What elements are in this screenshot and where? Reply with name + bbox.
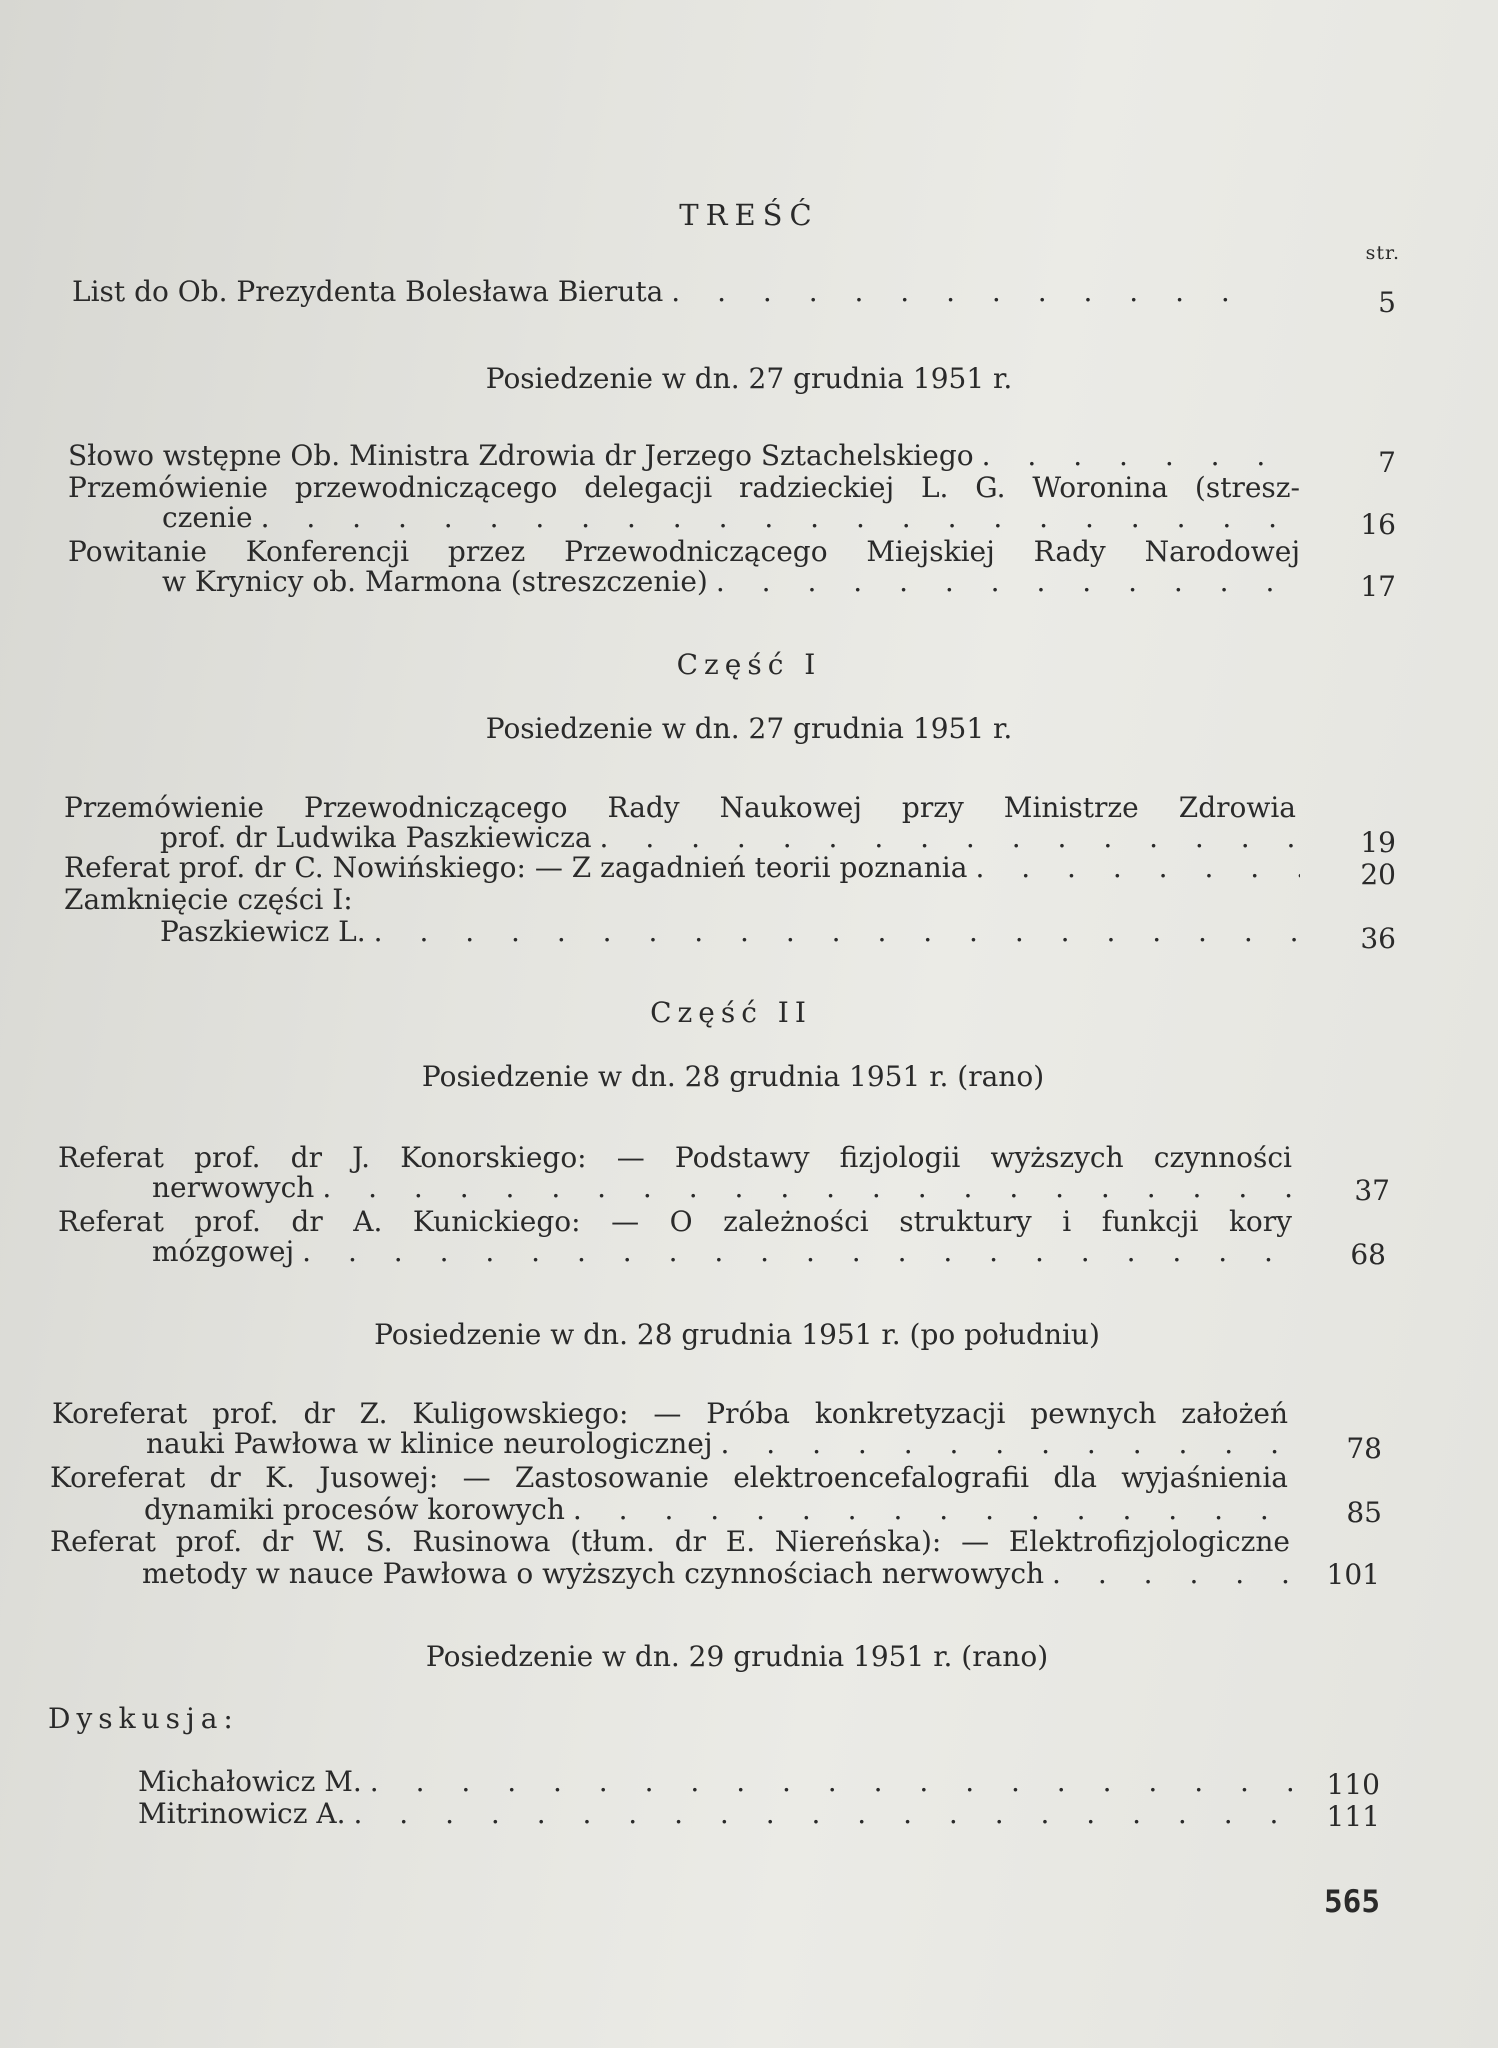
toc-entry-michalowicz <box>138 1766 1300 1798</box>
toc-entry-line: Referat prof. dr J. Konorskiego: — Podstawy fizjologii wyższych czynności <box>58 1141 1292 1174</box>
entry-text: List do Ob. Prezydenta Bolesława Bieruta <box>72 275 664 308</box>
page-column-label: str. <box>1365 242 1400 264</box>
toc-entry-zamkniecie <box>160 916 1308 948</box>
toc-entry-jusowa <box>144 1494 1300 1526</box>
section-heading: Posiedzenie w dn. 27 grudnia 1951 r. <box>485 712 1013 745</box>
leader-dots <box>982 440 1300 472</box>
page-number: 111 <box>1326 1800 1380 1833</box>
page-number: 16 <box>1360 508 1396 541</box>
entry-text: Paszkiewicz L. <box>160 915 366 948</box>
page-number: 20 <box>1360 858 1396 891</box>
entry-text: nerwowych <box>152 1171 315 1204</box>
page-number: 36 <box>1360 922 1396 955</box>
toc-entry-slowo-wstepne <box>68 440 1308 472</box>
page-title: TREŚĆ <box>679 198 819 232</box>
page-number: 101 <box>1326 1558 1380 1591</box>
section-heading: Posiedzenie w dn. 29 grudnia 1951 r. (rano) <box>425 1640 1049 1673</box>
section-heading: Posiedzenie w dn. 27 grudnia 1951 r. <box>485 362 1013 395</box>
page-number: 5 <box>1378 286 1396 319</box>
part-heading: Część II <box>650 996 812 1029</box>
leader-dots <box>975 852 1300 884</box>
toc-entry-line: Referat prof. dr A. Kunickiego: — O zależności struktury i funkcji kory <box>58 1205 1292 1238</box>
leader-dots <box>302 1236 1300 1268</box>
leader-dots <box>353 1798 1292 1830</box>
leader-dots <box>671 276 1264 308</box>
part-heading: Część I <box>676 648 822 681</box>
section-heading: Posiedzenie w dn. 28 grudnia 1951 r. (rano) <box>421 1060 1045 1093</box>
toc-entry-line: Przemówienie przewodniczącego delegacji radzieckiej L. G. Woronina (stresz- <box>68 471 1300 504</box>
leader-dots <box>370 1766 1292 1798</box>
entry-text: Mitrinowicz A. <box>138 1797 346 1830</box>
toc-entry-line: Koreferat dr K. Jusowej: — Zastosowanie elektroencefalografii dla wyjaśnienia <box>50 1461 1288 1494</box>
page-number: 7 <box>1378 446 1396 479</box>
toc-entry-list-prezydent <box>72 276 1272 308</box>
entry-text: Michałowicz M. <box>138 1765 362 1798</box>
folio-page-number: 565 <box>1324 1884 1380 1920</box>
toc-entry-line: Zamknięcie części I: <box>64 883 353 916</box>
page-number: 37 <box>1354 1174 1390 1207</box>
toc-entry-paszkiewicz <box>160 822 1306 854</box>
toc-entry-line: Przemówienie Przewodniczącego Rady Naukowej przy Ministrze Zdrowia <box>64 791 1296 824</box>
leader-dots <box>600 822 1298 854</box>
leader-dots <box>573 1494 1292 1526</box>
leader-dots <box>716 566 1300 598</box>
toc-entry-kunicki <box>152 1236 1308 1268</box>
leader-dots <box>374 916 1300 948</box>
entry-text: mózgowej <box>152 1235 295 1268</box>
page-number: 68 <box>1350 1238 1386 1271</box>
entry-text: w Krynicy ob. Marmona (streszczenie) <box>162 565 708 598</box>
discussion-label: Dyskusja: <box>48 1702 239 1735</box>
entry-text: Słowo wstępne Ob. Ministra Zdrowia dr Jerzego Sztachelskiego <box>68 439 974 472</box>
entry-text: prof. dr Ludwika Paszkiewicza <box>160 821 592 854</box>
entry-text: dynamiki procesów korowych <box>144 1493 565 1526</box>
entry-text: metody w nauce Pawłowa o wyższych czynnościach nerwowych <box>142 1557 1045 1590</box>
entry-text: czenie <box>162 501 253 534</box>
leader-dots <box>322 1172 1300 1204</box>
page-number: 17 <box>1360 570 1396 603</box>
toc-entry-mitrinowicz <box>138 1798 1300 1830</box>
leader-dots <box>721 1428 1295 1460</box>
toc-entry-rusinowa <box>142 1558 1300 1590</box>
leader-dots <box>1052 1558 1292 1590</box>
leader-dots <box>261 502 1300 534</box>
entry-text: Referat prof. dr C. Nowińskiego: — Z zagadnień teorii poznania <box>64 851 968 884</box>
page-number: 85 <box>1346 1496 1382 1529</box>
toc-entry-line: Referat prof. dr W. S. Rusinowa (tłum. dr E. Niereńska): — Elektrofizjologiczne <box>50 1525 1290 1558</box>
entry-text: nauki Pawłowa w klinice neurologicznej <box>146 1427 713 1460</box>
page-number: 19 <box>1360 826 1396 859</box>
toc-entry-nowinski <box>64 852 1308 884</box>
toc-entry-konorski <box>152 1172 1308 1204</box>
section-heading: Posiedzenie w dn. 28 grudnia 1951 r. (po południu) <box>374 1318 1100 1351</box>
toc-entry-woronin <box>162 502 1308 534</box>
toc-entry-line: Powitanie Konferencji przez Przewodniczącego Miejskiej Rady Narodowej <box>68 535 1300 568</box>
toc-entry-powitanie <box>162 566 1308 598</box>
page-number: 110 <box>1326 1768 1380 1801</box>
toc-entry-line: Koreferat prof. dr Z. Kuligowskiego: — Próba konkretyzacji pewnych założeń <box>52 1397 1288 1430</box>
page-number: 78 <box>1346 1432 1382 1465</box>
toc-entry-kuligowski <box>146 1428 1302 1460</box>
